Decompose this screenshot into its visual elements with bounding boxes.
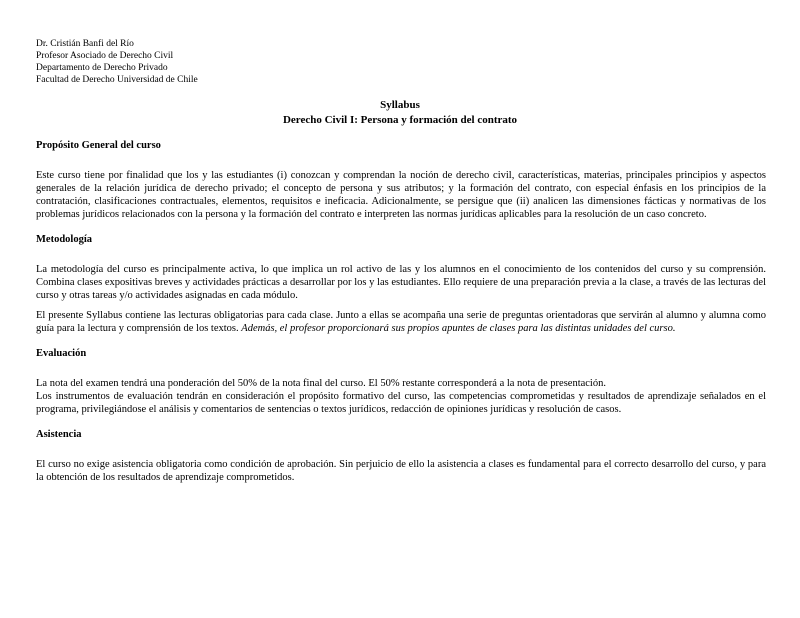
section-paragraph: La metodología del curso es principalmente activa, lo que implica un rol activo de las y los alumnos en el conocimiento de los contenidos del curso y su comprensión. Combina clases expositivas breves y actividades prácticas a desarrollar por los y las estudiantes. Ello requiere de una preparación previa a la clase, a través de las lecturas del curso y otras tareas y/o actividades asignadas en cada módulo.	[36, 264, 766, 301]
section-proposito	[36, 139, 766, 221]
section-heading: Evaluación	[36, 348, 87, 359]
author-department: Departamento de Derecho Privado	[36, 63, 168, 73]
author-position: Profesor Asociado de Derecho Civil	[36, 51, 174, 61]
section-evaluacion	[36, 347, 766, 416]
section-paragraph: La nota del examen tendrá una ponderación del 50% de la nota final del curso. El 50% restante corresponderá a la nota de presentación.	[36, 378, 606, 389]
document-title: Syllabus	[380, 99, 420, 111]
section-paragraph: El curso no exige asistencia obligatoria como condición de aprobación. Sin perjuicio de ello la asistencia a clases es fundamental para el correcto desarrollo del curso, y para la obtención de los resultados de aprendizaje comprometidos.	[36, 459, 766, 483]
section-asistencia	[36, 428, 766, 484]
author-name: Dr. Cristián Banfi del Río	[36, 39, 134, 49]
section-paragraph: Este curso tiene por finalidad que los y las estudiantes (i) conozcan y comprendan la noción de derecho civil, características, materias, principales principios y aspectos generales de la relación jurídica de derecho privado; el concepto de persona y sus atributos; y la formación del contrato, con especial énfasis en los principios de la contratación, clasificaciones contractuales, elementos, requisitos e ineficacia. Adicionalmente, se persigue que (ii) analicen las dimensiones fácticas y normativas de los problemas jurídicos relacionados con la persona y la formación del contrato e interpreten las normas jurídicas aplicables para la resolución de un caso concreto.	[36, 170, 766, 220]
paragraph-text: El presente Syllabus contiene las lecturas obligatorias para cada clase. Junto a ellas se acompaña una serie de preguntas orientadoras que servirán al alumno y alumna como guía para la lectura y comprensión de los textos.	[36, 310, 766, 334]
section-paragraph: Los instrumentos de evaluación tendrán en consideración el propósito formativo del curso, las competencias comprometidas y resultados de aprendizaje señalados en el programa, privilegiándose el análisis y comentarios de sentencias o textos jurídicos, redacción de opiniones jurídicas y resolución de casos.	[36, 391, 766, 415]
author-faculty: Facultad de Derecho Universidad de Chile	[36, 75, 198, 85]
title-block	[0, 98, 800, 128]
section-metodologia	[36, 233, 766, 335]
author-block	[36, 38, 198, 86]
section-paragraph	[36, 309, 766, 335]
paragraph-italic-text: Además, el profesor proporcionará sus propios apuntes de clases para las distintas unidades del curso.	[241, 323, 676, 334]
section-heading: Asistencia	[36, 429, 82, 440]
section-heading: Propósito General del curso	[36, 140, 161, 151]
document-body	[36, 139, 766, 496]
document-subtitle: Derecho Civil I: Persona y formación del contrato	[282, 114, 518, 126]
section-heading: Metodología	[36, 234, 92, 245]
